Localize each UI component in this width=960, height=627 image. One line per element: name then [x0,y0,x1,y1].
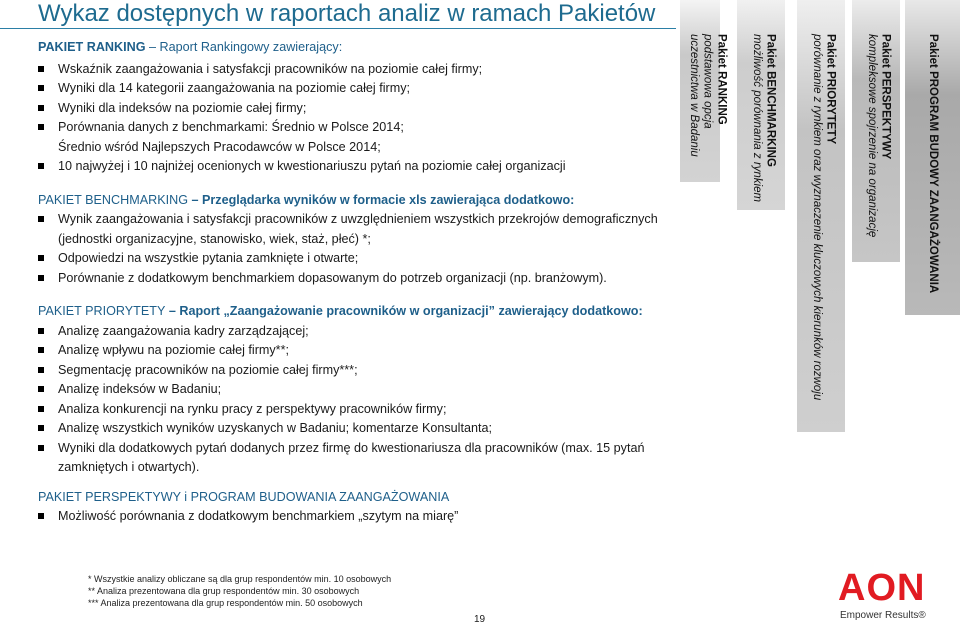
section-heading-benchmarking [38,191,698,211]
column-title: Pakiet PRIORYTETY [824,34,837,145]
column-subtitle: możliwość porównania z rynkiem [750,34,763,203]
list-item [38,138,698,158]
page-number: 19 [474,614,486,625]
column-label [809,34,837,400]
bullet-icon [38,513,44,519]
heading-bold: PAKIET RANKING [38,40,146,54]
bullet-icon [38,85,44,91]
heading-bold: PAKIET PERSPEKTYWY i PROGRAM BUDOWANIA ZAANGAŻOWANIA [38,489,450,504]
list-item [38,400,698,420]
heading-rest: – Przeglądarka wyników w formacie xls zawierająca dodatkowo: [188,192,575,207]
bullet-icon [38,124,44,130]
bullet-icon [38,328,44,334]
aon-logo [838,566,958,624]
footnotes [88,573,391,609]
heading-rest: – Raport Rankingowy zawierający: [145,40,343,54]
column-subtitle: kompleksowe spojrzenie na organizację [865,34,878,238]
list-item-text: Segmentację pracowników na poziomie całej firmy***; [58,362,358,377]
list-item-text: Analizę zaangażowania kadry zarządzającej; [58,323,309,338]
column-ranking [680,0,728,627]
logo-wordmark: AON [838,567,926,609]
list-item [38,507,698,527]
list-item [38,157,698,177]
list-item [38,249,698,269]
priorytety-list [38,322,698,478]
list-item [38,341,698,361]
column-subtitle: porównanie z rynkiem oraz wyznaczenie kluczowych kierunków rozwoju [810,34,823,401]
section-heading-perspektywy [38,488,698,508]
column-subtitle: podstawowa opcja [701,34,714,129]
bullet-icon [38,425,44,431]
footnote: *** Analiza prezentowana dla grup respondentów min. 50 osobowych [88,598,363,609]
page-title: Wykaz dostępnych w raportach analiz w ramach Pakietów [38,0,656,27]
column-program [905,0,960,627]
list-item-text: Porównanie z dodatkowym benchmarkiem dopasowanym do potrzeb organizacji (np. branżowym). [58,270,607,285]
bullet-icon [38,445,44,451]
footnote: * Wszystkie analizy obliczane są dla grup respondentów min. 10 osobowych [88,574,392,584]
list-item-text: Analizę wszystkich wyników uzyskanych w Badaniu; komentarze Konsultanta; [58,421,492,436]
list-item-text: Wynik zaangażowania i satysfakcji pracowników z uwzględnieniem wszystkich przekrojów demograficznych (jednostki organizacyjne, stanowisko, wiek, staż, płeć) *; [58,212,658,246]
list-item [38,210,698,249]
list-item-text: Odpowiedzi na wszystkie pytania zamknięte i otwarte; [58,251,359,266]
bullet-icon [38,163,44,169]
column-title: Pakiet RANKING [715,34,728,125]
section-heading-priorytety [38,302,698,322]
footnote: ** Analiza prezentowana dla grup respondentów min. 30 osobowych [88,586,360,597]
list-item [38,322,698,342]
bullet-icon [38,66,44,72]
list-item-text: Wyniki dla dodatkowych pytań dodanych przez firmę do kwestionariusza dla pracowników (max. 15 pytań zamkniętych i otwartych). [58,440,645,475]
bullet-icon [38,255,44,261]
list-item [38,118,698,138]
column-title: Pakiet PERSPEKTYWY [879,34,892,160]
column-label [749,34,777,202]
heading-bold: PAKIET PRIORYTETY [38,304,166,319]
list-item-text: Analizę indeksów w Badaniu; [58,382,222,397]
list-item [38,439,698,478]
list-item-text: Porównania danych z benchmarkami: Średnio w Polsce 2014; [58,120,404,135]
bullet-icon [38,406,44,412]
packages-content [38,38,698,527]
column-label [864,34,892,237]
benchmarking-list [38,210,698,288]
list-item [38,269,698,289]
list-item [38,361,698,381]
list-item [38,99,698,119]
list-item-text: Wskaźnik zaangażowania i satysfakcji pracowników na poziomie całej firmy; [58,61,483,76]
section-heading-ranking [38,38,698,58]
heading-rest: – Raport „Zaangażowanie pracowników w organizacji” zawierający dodatkowo: [165,304,643,319]
column-label [925,34,939,293]
bullet-icon [38,216,44,222]
bullet-icon [38,367,44,373]
list-item [38,60,698,80]
heading-bold: PAKIET BENCHMARKING [38,192,188,207]
list-item-text: Analizę wpływu na poziomie całej firmy**; [58,343,289,358]
list-item-text: Analiza konkurencji na rynku pracy z perspektywy pracowników firmy; [58,401,447,416]
column-label [686,34,727,157]
column-perspektywy [852,0,900,627]
bullet-icon [38,275,44,281]
list-item-text: 10 najwyżej i 10 najniżej ocenionych w kwestionariuszu pytań na poziomie całej organizacji [58,159,566,174]
perspektywy-list [38,507,698,527]
bullet-icon [38,347,44,353]
column-subtitle: uczestnictwa w Badaniu [687,34,700,157]
bullet-icon [38,386,44,392]
list-item [38,419,698,439]
logo-tagline: Empower Results® [840,610,926,621]
column-benchmarking [737,0,785,627]
list-item [38,380,698,400]
ranking-list [38,60,698,177]
list-item-text: Wyniki dla indeksów na poziomie całej firmy; [58,100,307,115]
list-item-text: Wyniki dla 14 kategorii zaangażowania na poziomie całej firmy; [58,81,410,96]
list-item [38,79,698,99]
list-item-text: Możliwość porównania z dodatkowym benchmarkiem „szytym na miarę” [58,509,459,524]
column-priorytety [797,0,845,627]
title-divider [0,28,676,29]
column-title: Pakiet PROGRAM BUDOWY ZAANGAŻOWANIA [926,34,939,294]
list-item-text: Średnio wśród Najlepszych Pracodawców w Polsce 2014; [58,139,381,154]
bullet-icon [38,105,44,111]
column-title: Pakiet BENCHMARKING [764,34,777,167]
